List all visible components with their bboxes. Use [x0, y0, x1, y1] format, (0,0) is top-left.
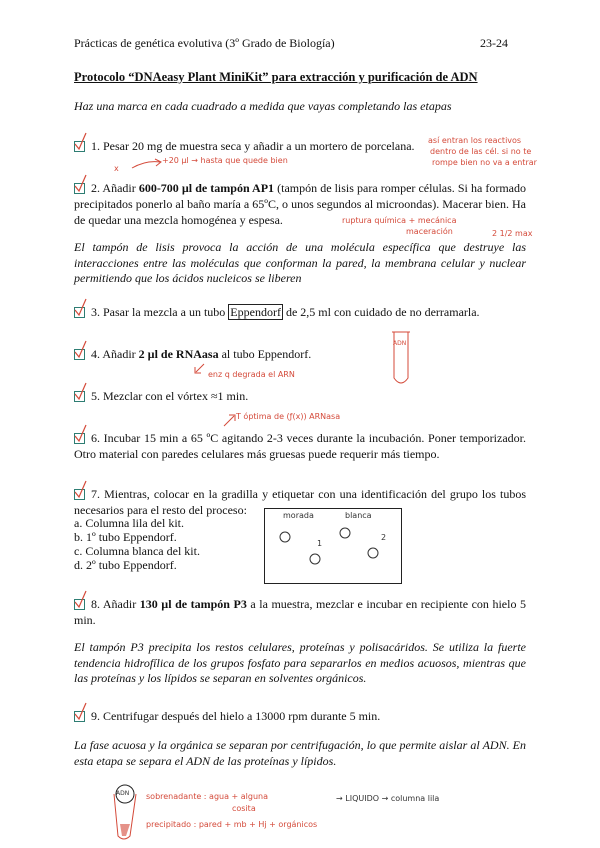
- step-8: 8. Añadir 130 µl de tampón P3 a la muestra, mezclar e incubar en recipiente con hielo 5 min.: [74, 596, 526, 628]
- handnote-3b: maceración: [406, 227, 453, 236]
- checkbox-step-3[interactable]: [74, 307, 85, 318]
- list-item: b. 1º tubo Eppendorf.: [74, 530, 177, 544]
- checkbox-step-7[interactable]: [74, 489, 85, 500]
- tick-icon: [74, 174, 88, 194]
- tick-icon: [74, 382, 88, 402]
- handnote-5: T óptima de (ƒ(x)) ARNasa: [236, 412, 341, 421]
- step-9: 9. Centrifugar después del hielo a 13000 rpm durante 5 min.: [74, 708, 526, 724]
- checkbox-step-5[interactable]: [74, 391, 85, 402]
- tick-icon: [74, 424, 88, 444]
- handnote-4: enz q degrada el ARN: [208, 370, 295, 379]
- step-7: 7. Mientras, colocar en la gradilla y etiquetar con una identificación del grupo los tubos necesarios para el resto del proceso:: [74, 486, 526, 518]
- handnote-2: +20 µl → hasta que quede bien: [162, 156, 288, 165]
- note-2: El tampón P3 precipita los restos celulares, proteínas y polisacáridos. Se utiliza la fuerte tendencia hidrofílica de los grupos fosfato para separarlos en medios acuosos, mientras que las proteínas y los lípidos se separan en solventes orgánicos.: [74, 640, 526, 685]
- list-item: c. Columna blanca del kit.: [74, 544, 200, 558]
- arrow-icon: [130, 156, 164, 172]
- note-1: El tampón de lisis provoca la acción de una molécula específica que destruye las interacciones entre las moléculas que conforman la pared, la membrana celular y nuclear permitiendo que los ácidos nucleicos se liberen: [74, 240, 526, 285]
- tick-icon: [74, 590, 88, 610]
- handnote-b3: precipitado : pared + mb + Hj + orgánicos: [146, 820, 318, 829]
- page-title: Protocolo “DNAeasy Plant MiniKit” para extracción y purificación de ADN: [74, 70, 478, 84]
- tick-icon: [74, 132, 88, 152]
- tick-icon: [74, 340, 88, 360]
- tube-dna-label: ADN: [116, 790, 130, 797]
- step-3: 3. Pasar la mezcla a un tubo Eppendorf de 2,5 ml con cuidado de no derramarla.: [74, 304, 526, 320]
- checkbox-step-1[interactable]: [74, 141, 85, 152]
- intro-text: Haz una marca en cada cuadrado a medida que vayas completando las etapas: [74, 99, 452, 113]
- handnote-b1: sobrenadante : agua + alguna: [146, 792, 269, 801]
- handnote-3a: ruptura química + mecánica: [342, 216, 457, 225]
- list-item: a. Columna lila del kit.: [74, 516, 184, 530]
- handnote-b1b: cosita: [232, 804, 256, 813]
- checkbox-step-4[interactable]: [74, 349, 85, 360]
- label-blanca: blanca: [345, 511, 372, 520]
- tube-circles: [265, 509, 401, 583]
- step-6: 6. Incubar 15 min a 65 ºC agitando 2-3 veces durante la incubación. Poner temporizador. Otro material con paredes celulares más gruesas puede requerir más tiempo.: [74, 430, 526, 462]
- checkbox-step-2[interactable]: [74, 183, 85, 194]
- label-1: 1: [317, 539, 323, 548]
- tick-icon: [74, 702, 88, 722]
- header-left: Prácticas de genética evolutiva (3º Grado de Biología): [74, 36, 335, 50]
- label-morada: morada: [283, 511, 314, 520]
- step-7-list: [74, 516, 200, 572]
- handnote-1a: así entran los reactivos: [428, 136, 522, 145]
- checkbox-step-8[interactable]: [74, 599, 85, 610]
- handnote-1c: rompe bien no va a entrar: [432, 158, 537, 167]
- checkbox-step-9[interactable]: [74, 711, 85, 722]
- handnote-b2: → LIQUIDO → columna lila: [336, 794, 440, 803]
- step-1: 1. Pesar 20 mg de muestra seca y añadir a un mortero de porcelana.: [74, 138, 526, 154]
- label-2: 2: [381, 533, 387, 542]
- note-3: La fase acuosa y la orgánica se separan por centrifugación, lo que permite aislar al ADN. En esta etapa se separa el ADN de las proteínas y lípidos.: [74, 738, 526, 768]
- header-right: 23-24: [480, 36, 508, 50]
- arrow-icon: [192, 362, 206, 376]
- arrow-icon: [222, 412, 238, 428]
- tube-label: ADN: [393, 340, 407, 347]
- step-4: 4. Añadir 2 µl de RNAasa al tubo Eppendorf.: [74, 346, 526, 362]
- step-2: 2. Añadir 600-700 µl de tampón AP1 (tampón de lisis para romper células. Si ha formado precipitados ponerlo al baño maría a 65ºC, o unos segundos al microondas). Macerar bien. Ha de quedar una mezcla homogénea y espesa.: [74, 180, 526, 228]
- tick-icon: [74, 480, 88, 500]
- handnote-x: x: [114, 164, 119, 173]
- checkbox-step-6[interactable]: [74, 433, 85, 444]
- list-item: d. 2º tubo Eppendorf.: [74, 558, 177, 572]
- handnote-1b: dentro de las cél. si no te: [430, 147, 532, 156]
- tick-icon: [74, 298, 88, 318]
- handnote-3c: 2 1/2 max: [492, 229, 533, 238]
- rack-drawing: [264, 508, 402, 584]
- step-5: 5. Mezclar con el vórtex ≈1 min.: [74, 388, 526, 404]
